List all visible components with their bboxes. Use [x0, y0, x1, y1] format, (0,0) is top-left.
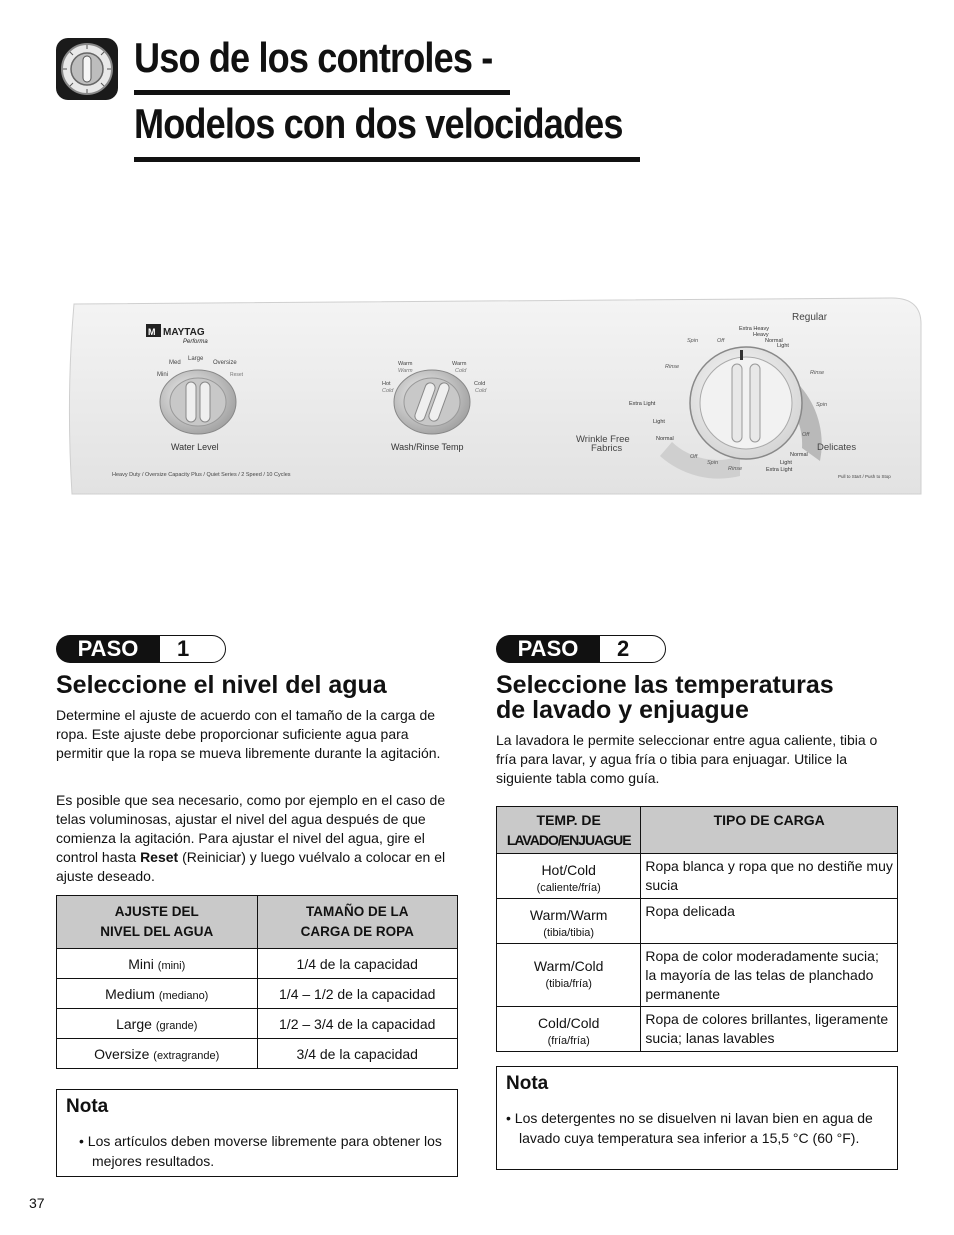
step-label: PASO	[496, 635, 600, 663]
note-text: • Los artículos deben moverse libremente para obtener los mejores resultados.	[79, 1133, 442, 1169]
step-label: PASO	[56, 635, 160, 663]
step-1-heading: Seleccione el nivel del agua	[56, 671, 387, 699]
cycle-mark: Rinse	[665, 364, 680, 370]
table-row: Hot/Cold (caliente/fría) Ropa blanca y ropa que no destiñe muy sucia	[497, 854, 898, 899]
temp-setting: Warm	[452, 361, 467, 367]
brand-logo: MAYTAG	[163, 327, 205, 338]
step-2-badge	[496, 635, 650, 663]
brand-sub: Performa	[183, 339, 208, 345]
table-row: Mini (mini) 1/4 de la capacidad	[57, 949, 458, 979]
step-1-paragraph-1: Determine el ajuste de acuerdo con el tamaño de la carga de ropa. Este ajuste debe proporcionar suficiente agua para permitir que la ropa se mueva libremente durante la agitación.	[56, 707, 441, 761]
panel-footer-right: Pull to Start / Push to Stop	[838, 474, 891, 479]
temp-setting: Warm	[398, 361, 413, 367]
water-level-setting: Reset	[230, 372, 244, 378]
table-header: TAMAÑO DE LA CARGA DE ROPA	[257, 896, 458, 949]
note-title: Nota	[506, 1073, 549, 1094]
cycle-mark: Extra Light	[766, 467, 793, 473]
cycle-mark: Spin	[707, 460, 719, 466]
water-level-setting: Mini	[157, 372, 169, 378]
svg-text:M: M	[148, 327, 156, 337]
cycle-mark: Off	[690, 454, 698, 460]
temp-label: Wash/Rinse Temp	[391, 442, 464, 452]
note-text: • Los detergentes no se disuelven ni lavan bien en agua de lavado cuya temperatura sea inferior a 15,5 °C (60 °F).	[506, 1110, 873, 1146]
dial-logo-icon	[56, 38, 118, 100]
cycle-mark: Light	[777, 343, 789, 349]
cycle-mark: Normal	[790, 452, 808, 458]
table-header: AJUSTE DEL NIVEL DEL AGUA	[57, 896, 258, 949]
cycle-mark: Normal	[765, 338, 783, 344]
control-panel-illustration	[60, 296, 922, 496]
water-level-setting: Med	[169, 360, 181, 366]
step-number: 2	[596, 635, 666, 663]
cycle-mark: Rinse	[728, 466, 743, 472]
note-title: Nota	[66, 1096, 109, 1117]
temp-setting: Warm	[398, 368, 413, 374]
temperature-table	[496, 806, 898, 1052]
water-level-table	[56, 895, 458, 1069]
temp-setting: Cold	[382, 388, 394, 394]
table-row: Cold/Cold (fría/fría) Ropa de colores brillantes, ligeramente sucia; lanas lavables	[497, 1007, 898, 1052]
cycle-mark: Off	[717, 338, 725, 344]
step-1-paragraph-2: Es posible que sea necesario, como por ejemplo en el caso de telas voluminosas, ajustar el nivel del agua después de que comienza la agitación. Para ajustar el nivel del agua, gire el control hasta Reset (Reiniciar) y luego vuélvalo a colocar en el ajuste deseado.	[56, 792, 446, 884]
temp-setting: Cold	[475, 388, 487, 394]
cycle-mark: Rinse	[810, 370, 825, 376]
table-row: Medium (mediano) 1/4 – 1/2 de la capacidad	[57, 979, 458, 1009]
step-2-heading: Seleccione las temperaturas de lavado y enjuague	[496, 671, 834, 724]
table-row: Large (grande) 1/2 – 3/4 de la capacidad	[57, 1009, 458, 1039]
cycle-mark: Heavy	[753, 332, 769, 338]
page-number: 37	[29, 1195, 45, 1211]
cycle-mark: Spin	[816, 402, 828, 408]
table-row: Oversize (extragrande) 3/4 de la capacidad	[57, 1039, 458, 1069]
cycle-mark: Spin	[687, 338, 699, 344]
step-number: 1	[156, 635, 226, 663]
cycle-mark: Light	[653, 419, 665, 425]
cycle-mark: Normal	[656, 436, 674, 442]
cycle-mark: Extra Heavy	[739, 326, 769, 332]
cycle-group-fabrics: Fabrics	[591, 443, 623, 454]
cycle-group-wrinkle-free: Wrinkle Free	[576, 434, 630, 445]
title-underline	[134, 157, 640, 162]
water-level-setting: Oversize	[213, 360, 237, 366]
page-title-line2: Modelos con dos velocidades	[134, 100, 623, 147]
wash-rinse-temp-knob[interactable]	[394, 370, 470, 434]
cycle-mark: Off	[802, 432, 810, 438]
table-row: Warm/Cold (tibia/fría) Ropa de color moderadamente sucia; la mayoría de las telas de planchado permanente	[497, 944, 898, 1007]
cycle-group-regular: Regular	[792, 312, 828, 323]
table-row: Warm/Warm (tibia/tibia) Ropa delicada	[497, 899, 898, 944]
step-2-note-box	[496, 1066, 898, 1170]
step-2-paragraph: La lavadora le permite seleccionar entre agua caliente, tibia o fría para lavar, y agua fría o tibia para enjuagar. Utilice la siguiente tabla como guía.	[496, 732, 878, 786]
cycle-mark: Extra Light	[629, 401, 656, 407]
panel-footer-left: Heavy Duty / Oversize Capacity Plus / Quiet Series / 2 Speed / 10 Cycles	[112, 472, 291, 478]
temp-setting: Hot	[382, 381, 391, 387]
temp-setting: Cold	[455, 368, 467, 374]
table-header: TIPO DE CARGA	[641, 807, 898, 854]
cycle-group-delicates: Delicates	[817, 442, 857, 453]
water-level-setting: Large	[188, 356, 204, 362]
cycle-mark: Light	[780, 460, 792, 466]
temp-setting: Cold	[474, 381, 486, 387]
step-1-note-box	[56, 1089, 458, 1177]
water-level-knob[interactable]	[160, 370, 236, 434]
table-header: TEMP. DE LAVADO/ENJUAGUE	[497, 807, 641, 854]
step-1-badge	[56, 635, 210, 663]
page-title-line1: Uso de los controles -	[134, 34, 493, 81]
water-level-label: Water Level	[171, 442, 219, 452]
title-underline	[134, 90, 510, 95]
